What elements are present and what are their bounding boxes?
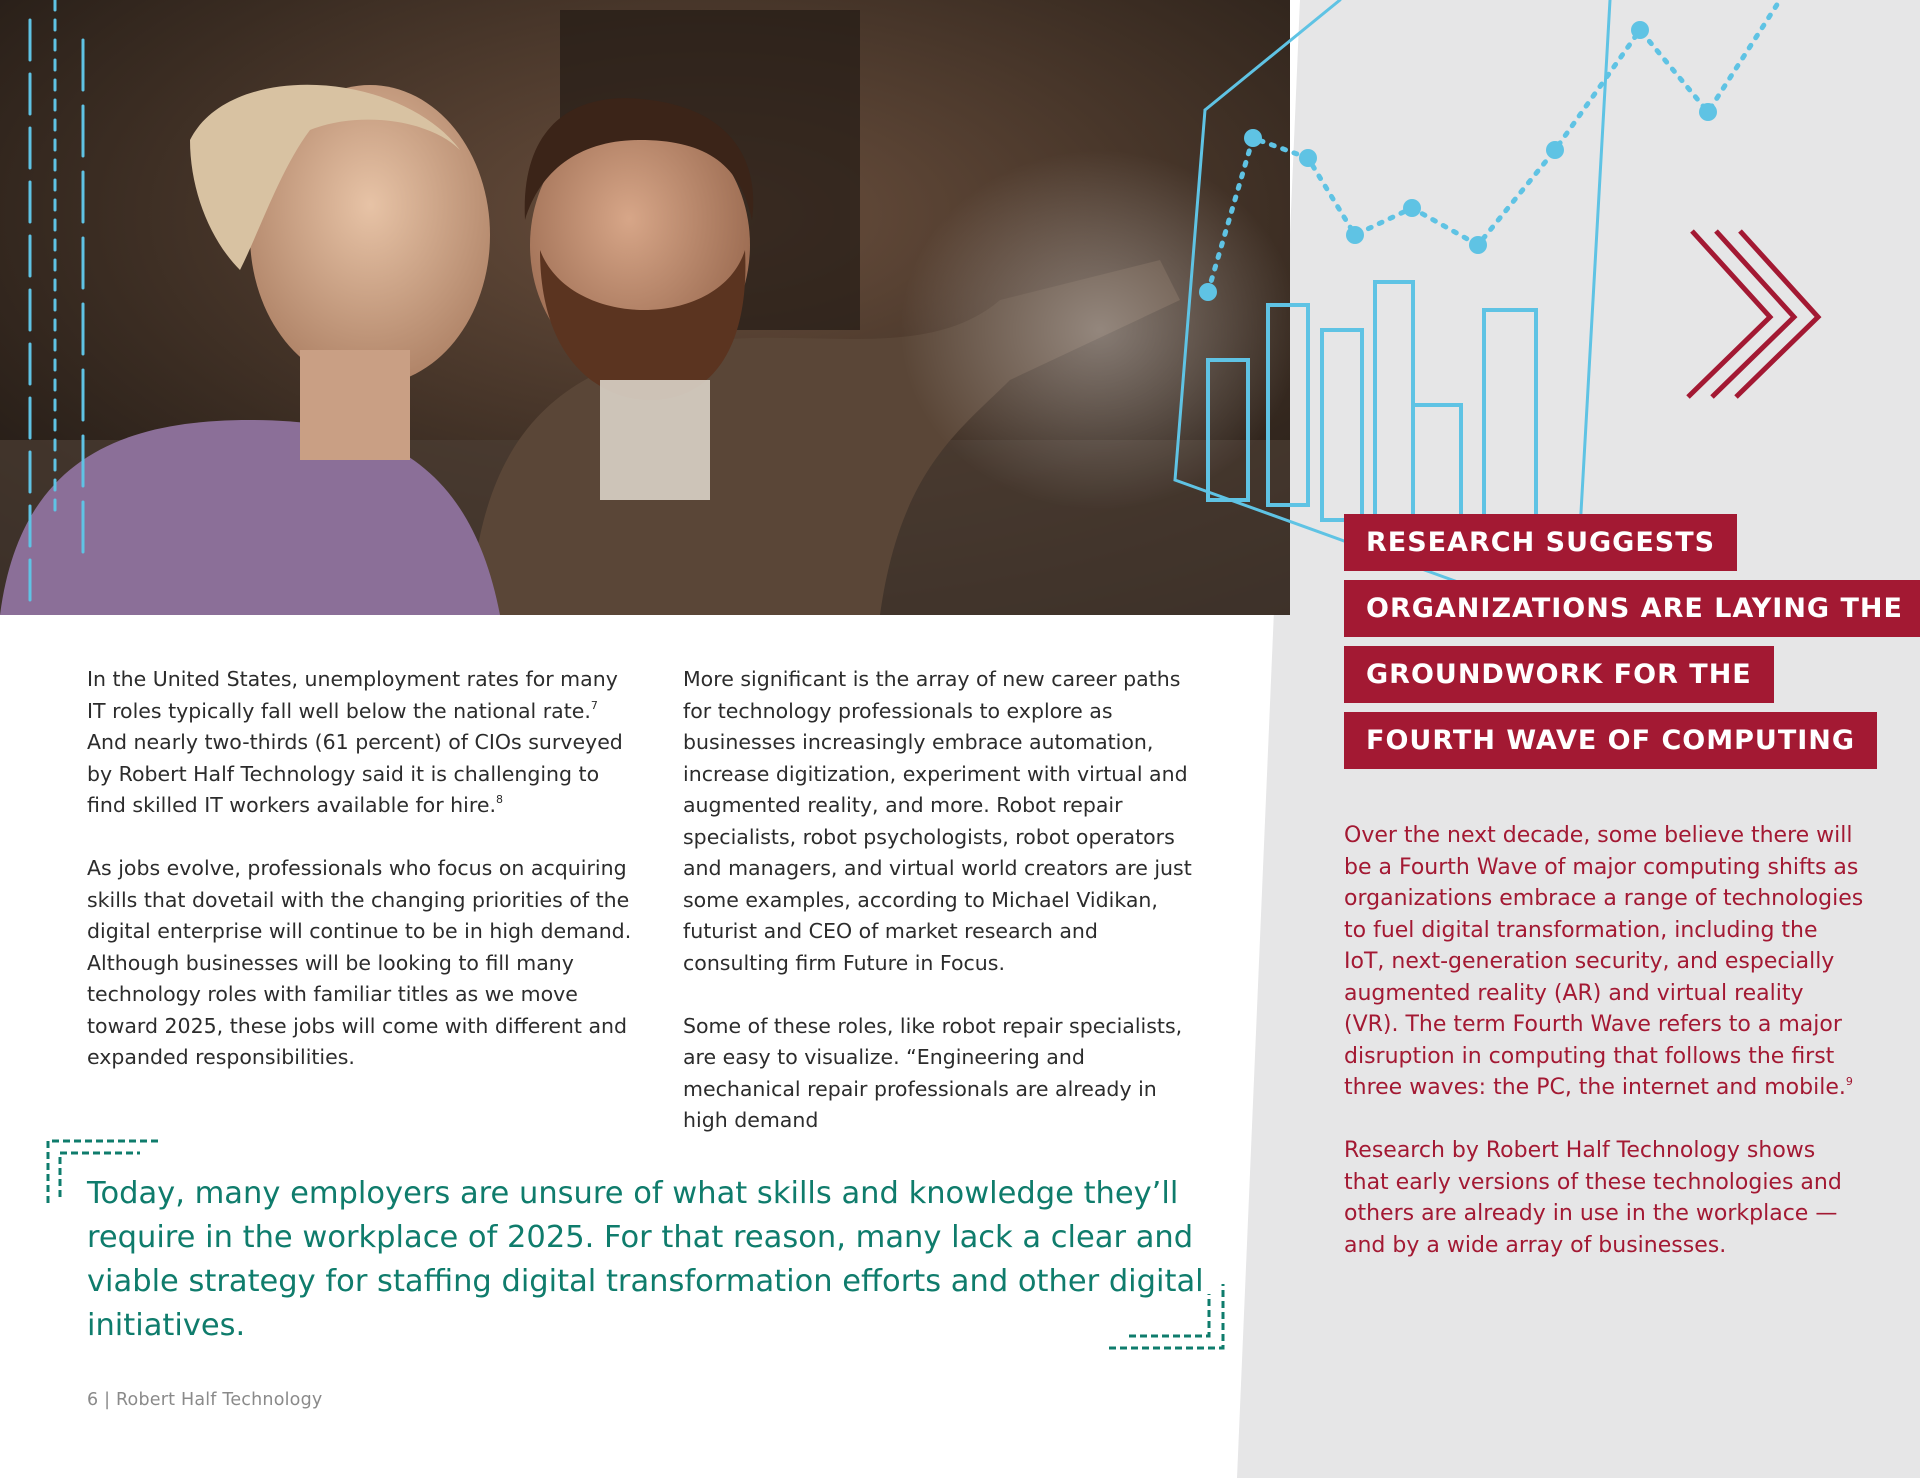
trend-point-2 — [1244, 129, 1262, 147]
bar-4 — [1375, 282, 1413, 532]
body-column-middle — [683, 664, 1203, 1168]
frame-right-edge — [1580, 0, 1610, 530]
trend-point-5 — [1403, 199, 1421, 217]
trend-point-6 — [1469, 236, 1487, 254]
left-paragraph-2: As jobs evolve, professionals who focus on acquiring skills that dovetail with the changing priorities of the digital enterprise will continue to be in high demand. Although businesses will be looking to fill many technology roles with familiar titles as we move toward 2025, these jobs will come with different and expanded responsibilities. — [87, 856, 632, 1069]
bar-1 — [1208, 360, 1248, 500]
section-headline — [1344, 514, 1920, 778]
headline-line-2: ORGANIZATIONS ARE LAYING THE — [1344, 580, 1920, 637]
trend-point-8 — [1631, 21, 1649, 39]
trend-point-4 — [1346, 226, 1364, 244]
trend-point-7 — [1546, 141, 1564, 159]
trend-point-1 — [1199, 283, 1217, 301]
sidebar-paragraph-1: Over the next decade, some believe there will be a Fourth Wave of major computing shifts as organizations embrace a range of technologies to fuel digital transformation, including the IoT, next-generation security, and especially augmented reality (AR) and virtual reality (VR). The term Fourth Wave refers to a major disruption in computing that follows the first three waves: the PC, the internet and mobile.$^9$ — [1344, 823, 1864, 1100]
left-paragraph-1: In the United States, unemployment rates for many IT roles typically fall well below the national rate.$^7$ And nearly two-thirds (61 percent) of CIOs surveyed by Robert Half Technology said it is challenging to find skilled IT workers available for hire.$^8$ — [87, 667, 623, 817]
trend-point-9 — [1699, 103, 1717, 121]
sidebar-paragraph-2: Research by Robert Half Technology shows that early versions of these technologies and others are already in use in the workplace — and by a wide array of businesses. — [1344, 1138, 1842, 1258]
body-column-left — [87, 664, 642, 1105]
headline-line-1: RESEARCH SUGGESTS — [1344, 514, 1737, 571]
middle-paragraph-2: Some of these roles, like robot repair specialists, are easy to visualize. “Engineering and mechanical repair professionals are already in high demand — [683, 1013, 1183, 1132]
bar-3 — [1322, 330, 1362, 520]
bar-5 — [1413, 405, 1461, 525]
sidebar-text — [1344, 820, 1864, 1293]
bar-6 — [1484, 310, 1536, 540]
headline-line-4: FOURTH WAVE OF COMPUTING — [1344, 712, 1877, 769]
pull-quote: Today, many employers are unsure of what skills and knowledge they’ll require in the workplace of 2025. For that reason, many lack a clear and viable strategy for staffing digital transformation efforts and other digital initiatives. — [87, 1176, 1204, 1343]
page-number: 6 — [87, 1390, 99, 1410]
headline-line-3: GROUNDWORK FOR THE — [1344, 646, 1774, 703]
footer-separator: | — [104, 1390, 111, 1410]
page-footer — [87, 1390, 322, 1410]
chevron-arrows-icon — [1670, 225, 1840, 405]
middle-paragraph-1: More significant is the array of new career paths for technology professionals to explore as businesses increasingly embrace automation, increase digitization, experiment with virtual and augmented reality, and more. Robot repair specialists, robot psychologists, robot operators and managers, and virtual world creators are just some examples, according to Michael Vidikan, futurist and CEO of market research and consulting firm Future in Focus. — [683, 667, 1192, 975]
frame-top-edge — [1205, 0, 1340, 110]
trend-point-3 — [1299, 149, 1317, 167]
bar-2 — [1268, 305, 1308, 505]
footer-brand: Robert Half Technology — [115, 1390, 323, 1410]
